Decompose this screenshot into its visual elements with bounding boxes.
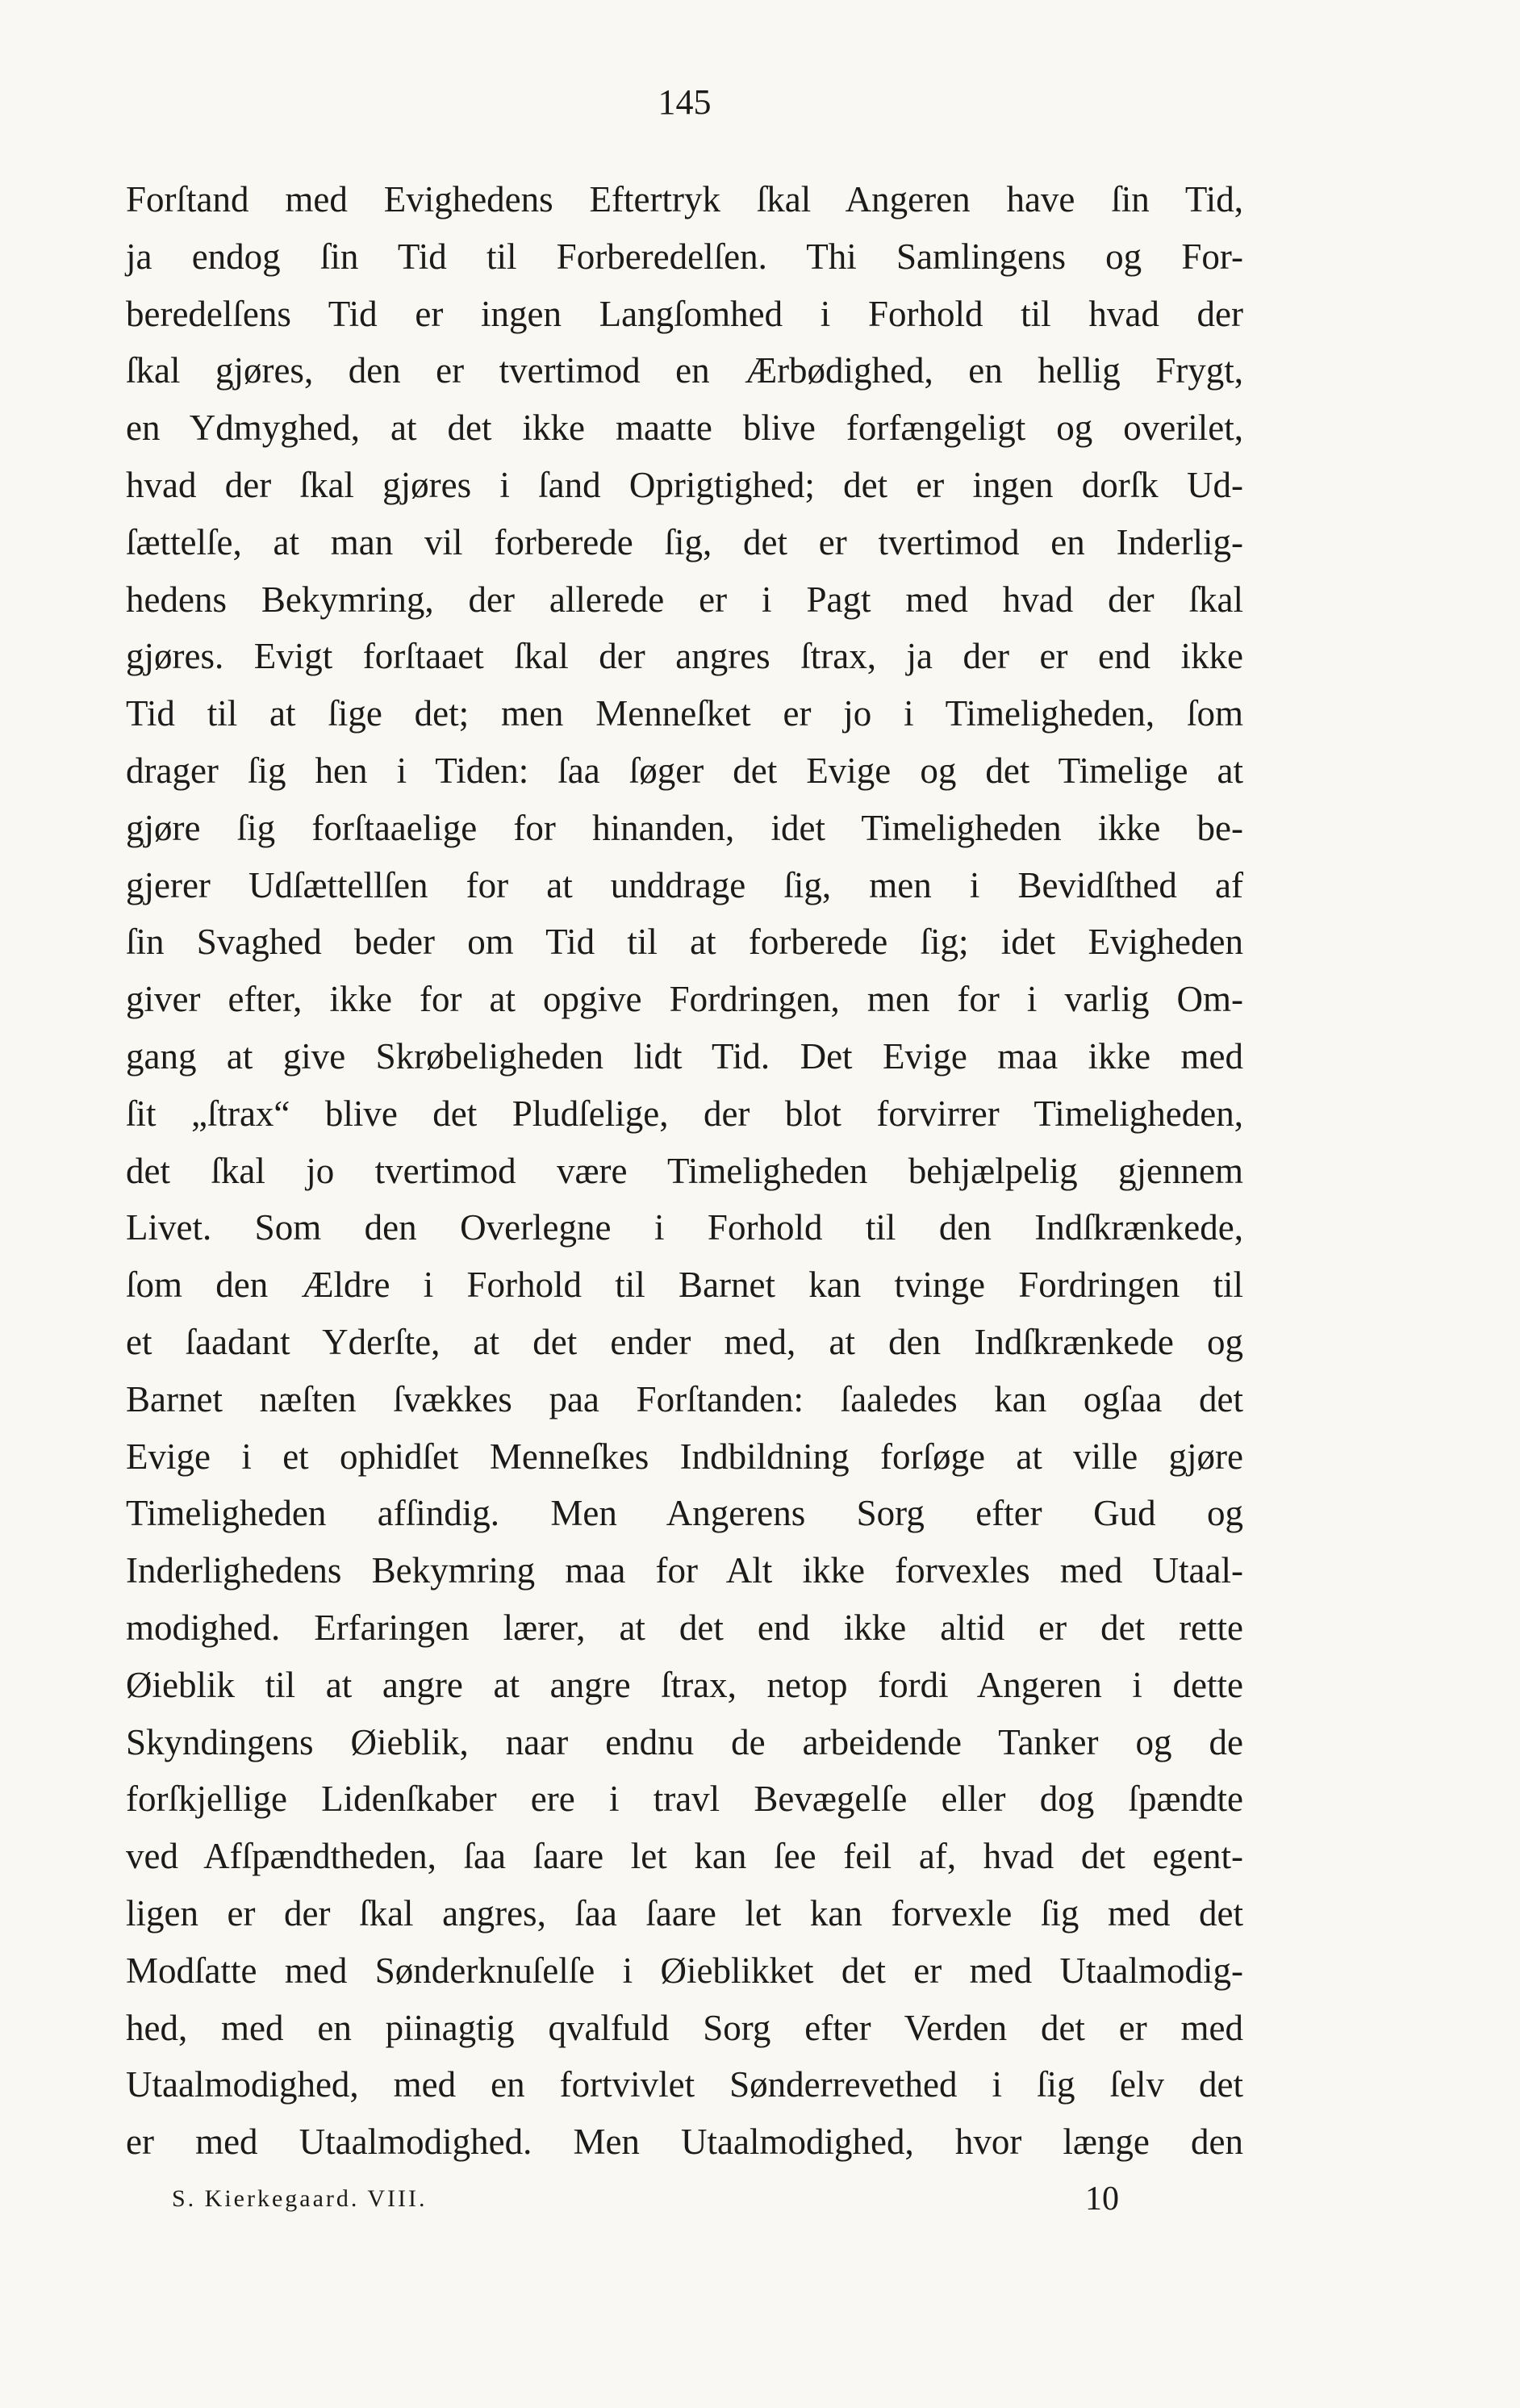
text-line: Evige i et ophidſet Menneſkes Indbildning forſøge at ville gjøre	[126, 1436, 1243, 1477]
text-line: gjøres. Evigt forſtaaet ſkal der angres ſtrax, ja der er end ikke	[126, 636, 1243, 677]
text-line: ligen er der ſkal angres, ſaa ſaare let kan forvexle ſig med det	[126, 1892, 1243, 1934]
text-line: drager ſig hen i Tiden: ſaa ſøger det Evige og det Timelige at	[126, 750, 1243, 791]
text-line: Inderlighedens Bekymring maa for Alt ikke forvexles med Utaal-	[126, 1550, 1243, 1591]
text-line: Modſatte med Sønderknuſelſe i Øieblikket det er med Utaalmodig-	[126, 1950, 1243, 1991]
text-line: Øieblik til at angre at angre ſtrax, netop fordi Angeren i dette	[126, 1664, 1243, 1705]
text-line: gang at give Skrøbeligheden lidt Tid. Det Evige maa ikke med	[126, 1035, 1243, 1076]
text-line: ved Afſpændtheden, ſaa ſaare let kan ſee feil af, hvad det egent-	[126, 1836, 1243, 1877]
text-line: ſom den Ældre i Forhold til Barnet kan tvinge Fordringen til	[126, 1265, 1243, 1306]
text-line: Barnet næſten ſvækkes paa Forſtanden: ſaaledes kan ogſaa det	[126, 1378, 1243, 1419]
text-line: ſættelſe, at man vil forberede ſig, det er tvertimod en Inderlig-	[126, 521, 1243, 562]
text-line: er med Utaalmodighed. Men Utaalmodighed, hvor længe den	[126, 2122, 1243, 2163]
text-line: Timeligheden afſindig. Men Angerens Sorg efter Gud og	[126, 1493, 1243, 1534]
text-line: en Ydmyghed, at det ikke maatte blive forfængeligt og overilet,	[126, 408, 1243, 449]
text-line: et ſaadant Yderſte, at det ender med, at den Indſkrænkede og	[126, 1321, 1243, 1362]
text-line: Utaalmodighed, med en fortvivlet Sønderrevethed i ſig ſelv det	[126, 2064, 1243, 2105]
text-line: hed, med en piinagtig qvalfuld Sorg efter Verden det er med	[126, 2007, 1243, 2048]
text-line: ja endog ſin Tid til Forberedelſen. Thi Samlingens og For-	[126, 236, 1243, 277]
text-line: beredelſens Tid er ingen Langſomhed i Forhold til hvad der	[126, 293, 1243, 334]
footer-signature: S. Kierkegaard. VIII.	[172, 2185, 428, 2212]
text-line: hvad der ſkal gjøres i ſand Oprigtighed; det er ingen dorſk Ud-	[126, 464, 1243, 505]
text-line: Skyndingens Øieblik, naar endnu de arbeidende Tanker og de	[126, 1721, 1243, 1762]
page-number: 145	[658, 82, 712, 122]
text-line: modighed. Erfaringen lærer, at det end ikke altid er det rette	[126, 1607, 1243, 1648]
text-line: gjøre ſig forſtaaelige for hinanden, idet Timeligheden ikke be-	[126, 807, 1243, 848]
text-line: ſkal gjøres, den er tvertimod en Ærbødighed, en hellig Frygt,	[126, 350, 1243, 391]
text-line: Forſtand med Evighedens Eftertryk ſkal Angeren have ſin Tid,	[126, 179, 1243, 219]
text-line: ſit „ſtrax“ blive det Pludſelige, der blot forvirrer Timeligheden,	[126, 1093, 1243, 1134]
text-line: giver efter, ikke for at opgive Fordringen, men for i varlig Om-	[126, 979, 1243, 1020]
text-line: Livet. Som den Overlegne i Forhold til den Indſkrænkede,	[126, 1207, 1243, 1248]
text-line: ſin Svaghed beder om Tid til at forberede ſig; idet Evigheden	[126, 922, 1243, 963]
body-text	[126, 171, 1243, 2171]
text-line: Tid til at ſige det; men Menneſket er jo i Timeligheden, ſom	[126, 693, 1243, 734]
footer-sheet-number: 10	[1085, 2180, 1119, 2218]
text-line: forſkjellige Lidenſkaber ere i travl Bevægelſe eller dog ſpændte	[126, 1779, 1243, 1820]
text-line: hedens Bekymring, der allerede er i Pagt med hvad der ſkal	[126, 579, 1243, 620]
text-line: gjerer Udſættellſen for at unddrage ſig, men i Bevidſthed af	[126, 864, 1243, 905]
text-line: det ſkal jo tvertimod være Timeligheden behjælpelig gjennem	[126, 1150, 1243, 1191]
